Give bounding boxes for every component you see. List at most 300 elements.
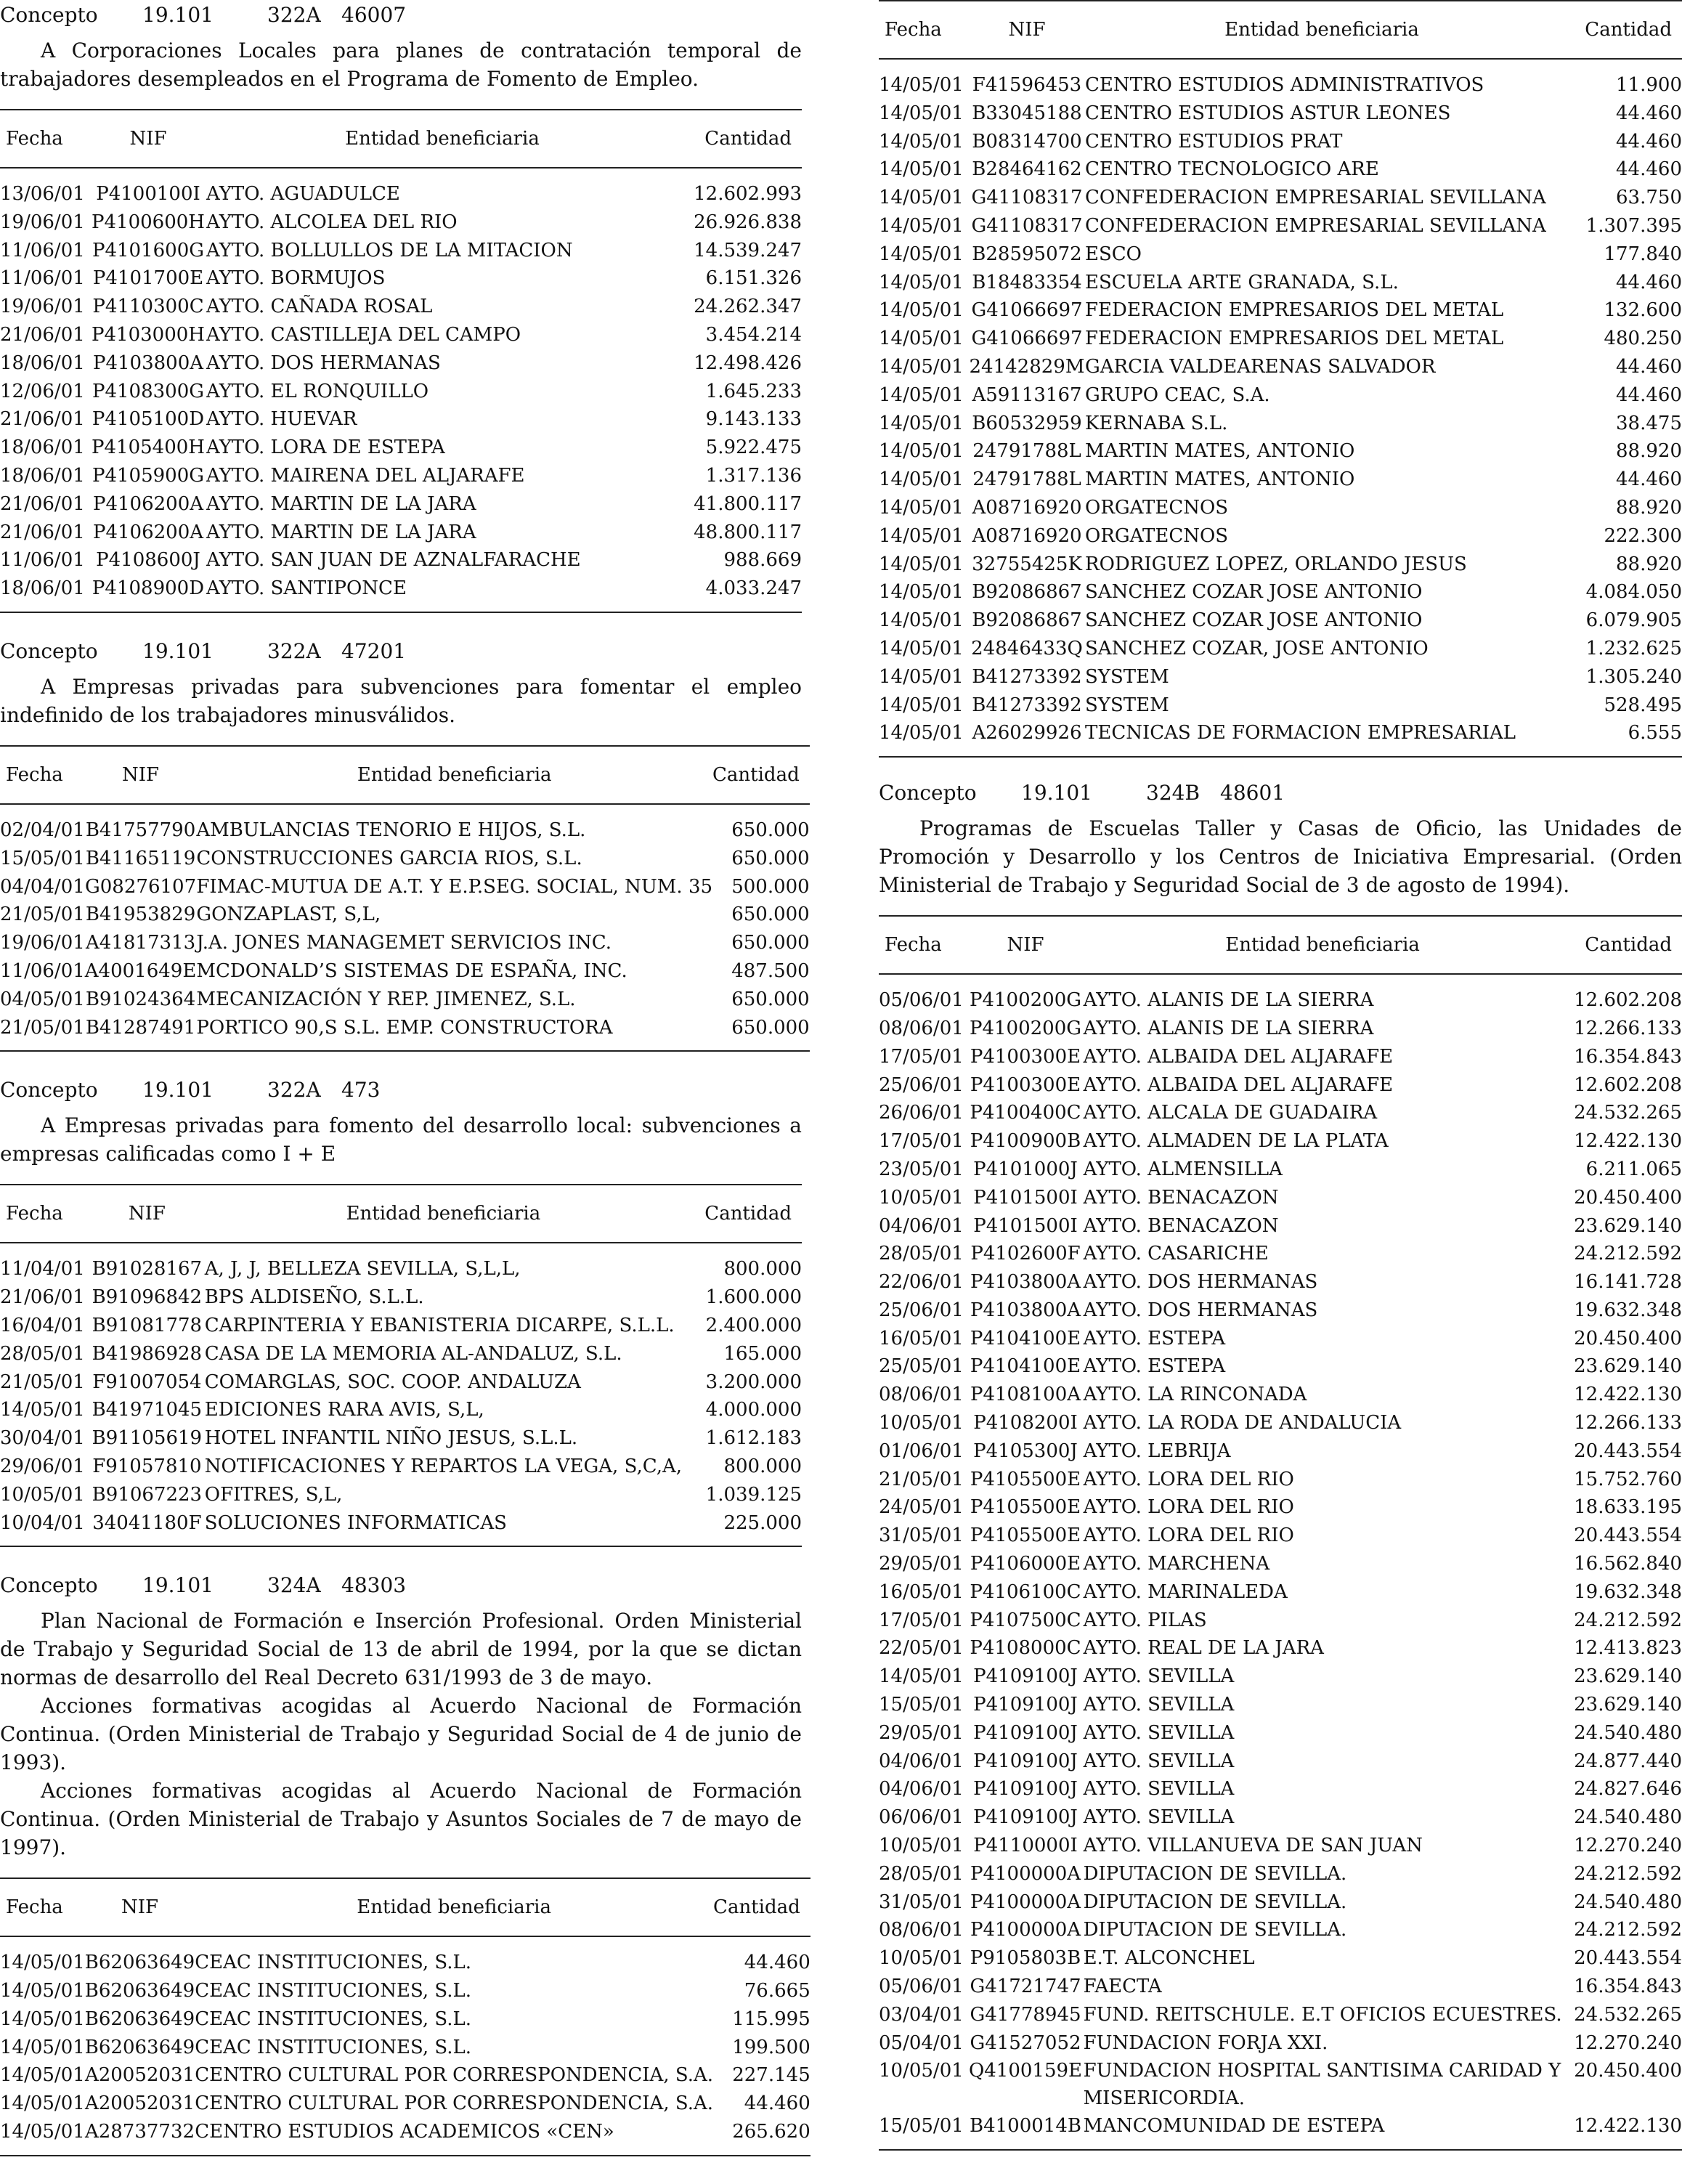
cell-nif: P4103800A	[970, 1299, 1081, 1321]
col-header-entidad: Entidad beneficiaria	[1084, 916, 1562, 974]
cell-cantidad: 1.612.183	[705, 1427, 802, 1450]
cell-nif: P4100200G	[969, 1017, 1082, 1039]
cell-cantidad: 132.600	[1604, 299, 1682, 322]
cell-entidad: AYTO. HUEVAR	[206, 408, 357, 431]
cell-nif: B41273392	[972, 665, 1082, 688]
cell-nif: P4105500E	[970, 1496, 1081, 1519]
cell-nif: B91067223	[92, 1483, 203, 1506]
cell-entidad: AMBULANCIAS TENORIO E HIJOS, S.L.	[196, 819, 586, 841]
cell-fecha: 14/05/01	[0, 2092, 85, 2115]
cell-fecha: 06/06/01	[879, 1806, 964, 1829]
cell-fecha: 14/05/01	[0, 1952, 85, 1974]
table-row	[0, 929, 810, 957]
col-header-entidad: Entidad beneficiaria	[1085, 1, 1559, 59]
cell-entidad: SOLUCIONES INFORMATICAS	[204, 1511, 507, 1534]
cell-nif: P4109100J	[973, 1721, 1078, 1744]
cell-cantidad: 115.995	[732, 2008, 810, 2030]
cell-fecha: 08/06/01	[879, 1919, 964, 1941]
cell-fecha: 24/05/01	[879, 1496, 964, 1519]
beneficiary-table	[0, 1877, 810, 2156]
concepto-code: 19.101	[142, 638, 214, 663]
cell-entidad: CEAC INSTITUCIONES, S.L.	[195, 1980, 472, 2002]
cell-nif: B91105619	[92, 1427, 203, 1450]
cell-fecha: 14/05/01	[879, 665, 964, 688]
table-row	[0, 804, 810, 845]
cell-fecha: 28/05/01	[0, 1342, 85, 1365]
cell-cantidad: 1.039.125	[705, 1483, 802, 1506]
table-row	[0, 901, 810, 929]
cell-entidad: COMARGLAS, SOC. COOP. ANDALUZA	[204, 1371, 581, 1393]
table-header-row	[0, 1878, 810, 1936]
cell-entidad: CASA DE LA MEMORIA AL-ANDALUZ, S.L.	[204, 1342, 622, 1365]
cell-entidad: SANCHEZ COZAR JOSE ANTONIO	[1085, 581, 1423, 604]
cell-nif: A08716920	[972, 496, 1082, 519]
cell-fecha: 28/05/01	[879, 1243, 964, 1265]
table-row	[0, 1014, 810, 1052]
cell-cantidad: 9.143.133	[705, 408, 802, 431]
cell-cantidad: 16.354.843	[1574, 1976, 1682, 1998]
cell-cantidad: 14.539.247	[694, 239, 802, 261]
cell-fecha: 21/06/01	[0, 408, 85, 431]
table-row	[879, 59, 1682, 100]
table-header-row	[879, 916, 1682, 974]
table-row	[879, 1352, 1682, 1381]
concepto-prog: 324B	[1146, 781, 1200, 805]
table-row	[0, 264, 802, 293]
description-paragraph: A Corporaciones Locales para planes de contratación temporal de trabajadores desempleados en el Programa de Fomento de Empleo.	[0, 38, 802, 91]
cell-nif: P4107500C	[970, 1609, 1081, 1631]
cell-nif: P4108000C	[970, 1637, 1081, 1660]
description-paragraph: Acciones formativas acogidas al Acuerdo Nacional de Formación Continua. (Orden Ministerial de Trabajo y Seguridad Social de 4 de junio de 1993).	[0, 1694, 802, 1775]
table-row	[879, 1944, 1682, 1973]
cell-nif: P4101500I	[973, 1214, 1078, 1237]
cell-nif: B33045188	[972, 102, 1082, 124]
table-row	[879, 128, 1682, 156]
table-row	[0, 1243, 802, 1283]
cell-entidad: GARCIA VALDEARENAS SALVADOR	[1085, 355, 1436, 378]
cell-nif: 32755425K	[972, 553, 1082, 575]
cell-entidad: AYTO. DOS HERMANAS	[206, 352, 441, 374]
cell-entidad: ORGATECNOS	[1085, 524, 1229, 547]
cell-entidad: AYTO. DOS HERMANAS	[1083, 1271, 1318, 1294]
cell-fecha: 14/05/01	[879, 187, 964, 209]
cell-nif: 24791788L	[972, 440, 1081, 463]
cell-nif: G41527052	[970, 2031, 1081, 2054]
cell-fecha: 21/06/01	[0, 521, 85, 543]
cell-fecha: 17/05/01	[879, 1130, 964, 1153]
cell-cantidad: 20.450.400	[1574, 1186, 1682, 1209]
left-column	[0, 0, 810, 2156]
cell-entidad: AYTO. MAIRENA DEL ALJARAFE	[206, 464, 525, 487]
table-row	[879, 1719, 1682, 1747]
cell-nif: P4108300G	[92, 380, 205, 402]
cell-entidad: CEAC INSTITUCIONES, S.L.	[195, 1952, 472, 1974]
cell-cantidad: 4.084.050	[1585, 581, 1682, 604]
table-row	[0, 957, 810, 986]
cell-entidad: FEDERACION EMPRESARIOS DEL METAL	[1085, 299, 1504, 322]
cell-entidad: EDICIONES RARA AVIS, S,L,	[204, 1399, 484, 1421]
cell-nif: B41757790	[85, 819, 196, 841]
concepto-concepto: Concepto	[0, 638, 98, 663]
cell-cantidad: 24.262.347	[694, 296, 802, 318]
cell-entidad: AYTO. LORA DE ESTEPA	[206, 437, 445, 459]
col-header-entidad: Entidad beneficiaria	[206, 110, 678, 168]
cell-cantidad: 650.000	[731, 904, 810, 926]
concepto-code: 19.101	[1021, 781, 1092, 805]
cell-entidad: MECANIZACIÓN Y REP. JIMENEZ, S.L.	[196, 988, 576, 1010]
cell-cantidad: 24.540.480	[1574, 1806, 1682, 1829]
cell-fecha: 21/05/01	[0, 1371, 85, 1393]
table-row	[879, 381, 1682, 410]
cell-nif: P4104100E	[970, 1327, 1081, 1349]
cell-nif: P9105803B	[970, 1947, 1081, 1970]
section-description	[0, 36, 802, 93]
concepto-sub: 47201	[341, 638, 407, 663]
table-row	[879, 1099, 1682, 1127]
cell-nif: B62063649	[84, 2036, 195, 2058]
cell-nif: A4001649E	[84, 959, 197, 982]
cell-entidad: AYTO. BORMUJOS	[206, 267, 386, 290]
cell-nif: P4100000A	[970, 1862, 1081, 1885]
beneficiary-table	[0, 745, 810, 1052]
cell-cantidad: 12.602.208	[1574, 1073, 1682, 1096]
cell-fecha: 04/04/01	[0, 875, 85, 898]
col-header-cantidad: Cantidad	[712, 746, 810, 804]
cell-fecha: 14/05/01	[879, 496, 964, 519]
table-row	[879, 325, 1682, 353]
cell-fecha: 14/05/01	[879, 637, 964, 659]
table-row	[879, 1212, 1682, 1241]
cell-fecha: 03/04/01	[879, 2003, 964, 2026]
cell-fecha: 14/05/01	[879, 412, 964, 434]
cell-nif: P4100000A	[970, 1891, 1081, 1913]
table-row	[0, 434, 802, 462]
concepto-heading	[0, 1076, 802, 1104]
table-header-row	[0, 1185, 802, 1243]
cell-fecha: 14/05/01	[0, 2036, 85, 2058]
table-row	[879, 1522, 1682, 1550]
cell-fecha: 01/06/01	[879, 1440, 964, 1462]
cell-cantidad: 11.900	[1616, 74, 1682, 96]
table-row	[879, 1240, 1682, 1268]
cell-nif: B28595072	[972, 243, 1082, 265]
cell-nif: P4109100J	[973, 1694, 1078, 1716]
cell-fecha: 08/06/01	[879, 1384, 964, 1406]
cell-fecha: 05/04/01	[879, 2031, 964, 2054]
cell-nif: P4110300C	[92, 296, 204, 318]
cell-entidad: ORGATECNOS	[1085, 496, 1229, 519]
cell-entidad: AYTO. ESTEPA	[1083, 1355, 1226, 1378]
table-row	[879, 1184, 1682, 1212]
cell-nif: A20052031	[84, 2092, 195, 2115]
cell-fecha: 12/06/01	[0, 380, 85, 402]
cell-entidad: RODRIGUEZ LOPEZ, ORLANDO JESUS	[1085, 553, 1467, 575]
cell-cantidad: 20.443.554	[1574, 1947, 1682, 1970]
cell-fecha: 14/05/01	[879, 524, 964, 547]
cell-fecha: 14/05/01	[879, 271, 964, 293]
cell-cantidad: 44.460	[744, 1952, 810, 1974]
cell-nif: P4108200I	[973, 1412, 1078, 1434]
cell-cantidad: 24.212.592	[1574, 1243, 1682, 1265]
cell-nif: P4103800A	[970, 1271, 1081, 1294]
table-row	[879, 606, 1682, 635]
cell-cantidad: 18.633.195	[1574, 1496, 1682, 1519]
cell-entidad: CONSTRUCCIONES GARCIA RIOS, S.L.	[196, 847, 582, 869]
cell-cantidad: 20.450.400	[1574, 2060, 1682, 2082]
cell-fecha: 04/06/01	[879, 1778, 964, 1801]
cell-fecha: 14/05/01	[879, 102, 964, 124]
concepto-concepto: Concepto	[879, 781, 977, 805]
cell-cantidad: 528.495	[1604, 694, 1682, 716]
col-header-cantidad: Cantidad	[1559, 1, 1682, 59]
cell-nif: B18483354	[972, 271, 1082, 293]
cell-nif: G41066697	[971, 328, 1083, 350]
concepto-sub: 48601	[1220, 781, 1285, 805]
cell-cantidad: 76.665	[744, 1980, 810, 2002]
cell-entidad: MANCOMUNIDAD DE ESTEPA	[1083, 2115, 1385, 2138]
table-row	[879, 1803, 1682, 1832]
cell-fecha: 10/05/01	[879, 1835, 964, 1857]
table-row	[879, 184, 1682, 212]
table-row	[879, 1127, 1682, 1156]
table-row	[0, 405, 802, 434]
cell-entidad: ESCUELA ARTE GRANADA, S.L.	[1085, 271, 1399, 293]
cell-cantidad: 24.540.480	[1574, 1891, 1682, 1913]
col-header-entidad: Entidad beneficiaria	[205, 1185, 682, 1243]
cell-entidad: AYTO. ALANIS DE LA SIERRA	[1083, 1017, 1374, 1039]
cell-fecha: 14/05/01	[879, 581, 964, 604]
cell-fecha: 10/05/01	[879, 1186, 964, 1209]
cell-fecha: 14/05/01	[879, 243, 964, 265]
cell-fecha: 21/06/01	[0, 1286, 85, 1309]
cell-cantidad: 48.800.117	[694, 521, 802, 543]
cell-entidad: AYTO. CASARICHE	[1083, 1243, 1269, 1265]
cell-entidad: AYTO. AGUADULCE	[206, 183, 400, 205]
cell-fecha: 31/05/01	[879, 1525, 964, 1547]
cell-entidad: KERNABA S.L.	[1085, 412, 1228, 434]
cell-entidad: AYTO. SAN JUAN DE AZNALFARACHE	[206, 549, 581, 572]
cell-fecha: 16/05/01	[879, 1580, 964, 1603]
concepto-concepto: Concepto	[0, 1573, 98, 1598]
section-description	[0, 673, 802, 729]
table-row	[0, 168, 802, 208]
cell-cantidad: 23.629.140	[1574, 1694, 1682, 1716]
concepto-prog: 322A	[267, 1078, 321, 1103]
cell-cantidad: 16.141.728	[1574, 1271, 1682, 1294]
cell-fecha: 11/06/01	[0, 549, 85, 572]
cell-cantidad: 1.317.136	[705, 464, 802, 487]
cell-fecha: 30/04/01	[0, 1427, 85, 1450]
col-header-cantidad: Cantidad	[682, 1185, 802, 1243]
table-row	[879, 1296, 1682, 1325]
cell-entidad: AYTO. SEVILLA	[1083, 1721, 1235, 1744]
cell-entidad: BPS ALDISEÑO, S.L.L.	[204, 1286, 424, 1309]
cell-entidad: CENTRO TECNOLOGICO ARE	[1085, 158, 1379, 181]
cell-cantidad: 1.645.233	[705, 380, 802, 402]
table-row	[879, 2029, 1682, 2058]
cell-nif: B62063649	[84, 1952, 195, 1974]
cell-nif: 24142829M	[969, 355, 1085, 378]
concepto-code: 19.101	[142, 1573, 214, 1598]
cell-nif: P4100100I	[96, 183, 200, 205]
cell-nif: A26029926	[972, 722, 1082, 744]
cell-nif: B41273392	[972, 694, 1082, 716]
cell-cantidad: 12.602.208	[1574, 989, 1682, 1012]
cell-cantidad: 24.532.265	[1574, 2003, 1682, 2026]
cell-nif: P4100300E	[970, 1045, 1081, 1068]
cell-fecha: 25/05/01	[879, 1355, 964, 1378]
cell-fecha: 14/05/01	[879, 355, 964, 378]
cell-entidad: AYTO. VILLANUEVA DE SAN JUAN	[1083, 1835, 1423, 1857]
cell-fecha: 18/06/01	[0, 464, 85, 487]
table-row	[0, 1977, 810, 2005]
beneficiary-table	[879, 0, 1682, 758]
table-row	[0, 1368, 802, 1397]
table-row	[0, 462, 802, 490]
cell-entidad: FAECTA	[1083, 1976, 1162, 1998]
table-row	[0, 2090, 810, 2118]
cell-cantidad: 44.460	[1616, 102, 1682, 124]
cell-cantidad: 12.422.130	[1574, 1384, 1682, 1406]
table-row	[879, 551, 1682, 579]
cell-cantidad: 20.450.400	[1574, 1327, 1682, 1349]
cell-nif: P4100200G	[969, 989, 1082, 1012]
cell-entidad: AYTO. SEVILLA	[1083, 1694, 1235, 1716]
cell-cantidad: 38.475	[1616, 412, 1682, 434]
cell-entidad: AYTO. MARCHENA	[1083, 1553, 1270, 1575]
cell-entidad: FUND. REITSCHULE. E.T OFICIOS ECUESTRES.	[1083, 2003, 1562, 2026]
col-header-nif: NIF	[967, 916, 1083, 974]
cell-cantidad: 650.000	[731, 932, 810, 954]
col-header-cantidad: Cantidad	[678, 110, 802, 168]
section-description	[0, 1607, 802, 1862]
table-row	[0, 575, 802, 612]
cell-nif: F91007054	[92, 1371, 202, 1393]
concepto-sub: 46007	[341, 3, 407, 27]
cell-entidad: AYTO. LA RINCONADA	[1083, 1384, 1307, 1406]
beneficiary-table	[879, 915, 1682, 2151]
col-header-fecha: Fecha	[0, 110, 90, 168]
cell-entidad: SANCHEZ COZAR, JOSE ANTONIO	[1085, 637, 1429, 659]
cell-cantidad: 800.000	[723, 1258, 802, 1280]
cell-entidad: GRUPO CEAC, S.A.	[1085, 383, 1270, 406]
table-header-row	[0, 110, 802, 168]
cell-entidad: ESCO	[1085, 243, 1142, 265]
table-row	[879, 1071, 1682, 1100]
cell-nif: P4105900G	[92, 464, 205, 487]
cell-entidad: SYSTEM	[1085, 694, 1169, 716]
cell-nif: B41986928	[92, 1342, 203, 1365]
cell-nif: P4101600G	[92, 239, 205, 261]
cell-cantidad: 222.300	[1604, 524, 1682, 547]
table-row	[879, 155, 1682, 184]
col-header-fecha: Fecha	[0, 1185, 89, 1243]
cell-nif: P4104100E	[970, 1355, 1081, 1378]
table-header-row	[0, 746, 810, 804]
cell-fecha: 04/06/01	[879, 1750, 964, 1772]
cell-nif: P4106200A	[92, 492, 204, 515]
cell-cantidad: 1.600.000	[705, 1286, 802, 1309]
col-header-entidad: Entidad beneficiaria	[195, 1878, 713, 1936]
cell-nif: A20052031	[84, 2064, 195, 2087]
cell-fecha: 21/06/01	[0, 323, 85, 346]
table-row	[0, 873, 810, 901]
cell-fecha: 05/06/01	[879, 989, 964, 1012]
col-header-fecha: Fecha	[0, 1878, 85, 1936]
cell-nif: P4101700E	[92, 267, 204, 290]
cell-cantidad: 63.750	[1616, 187, 1682, 209]
cell-nif: B91024364	[85, 988, 196, 1010]
cell-entidad: AYTO. MARINALEDA	[1083, 1580, 1288, 1603]
section-46007	[0, 1, 802, 613]
cell-nif: P4101500I	[973, 1186, 1078, 1209]
table-row	[879, 100, 1682, 128]
cell-nif: G41778945	[970, 2003, 1081, 2026]
cell-cantidad: 15.752.760	[1574, 1468, 1682, 1490]
table-row	[879, 212, 1682, 240]
cell-cantidad: 19.632.348	[1574, 1299, 1682, 1321]
cell-entidad: AYTO. LA RODA DE ANDALUCIA	[1083, 1412, 1402, 1434]
cell-entidad: CENTRO ESTUDIOS ACADEMICOS «CEN»	[195, 2121, 614, 2143]
cell-fecha: 11/06/01	[0, 959, 85, 982]
concepto-concepto: Concepto	[0, 1078, 98, 1103]
cell-fecha: 10/04/01	[0, 1511, 85, 1534]
cell-entidad: CONFEDERACION EMPRESARIAL SEVILLANA	[1085, 187, 1546, 209]
table-row	[0, 321, 802, 349]
col-header-nif: NIF	[969, 1, 1085, 59]
concepto-code: 19.101	[142, 1078, 214, 1103]
cell-cantidad: 177.840	[1604, 243, 1682, 265]
section-description	[879, 814, 1682, 899]
cell-entidad: AYTO. LORA DEL RIO	[1083, 1496, 1294, 1519]
cell-cantidad: 487.500	[731, 959, 810, 982]
table-row	[0, 1481, 802, 1509]
cell-cantidad: 24.532.265	[1574, 1102, 1682, 1124]
col-header-cantidad: Cantidad	[713, 1878, 810, 1936]
cell-nif: P4105500E	[970, 1468, 1081, 1490]
cell-fecha: 25/06/01	[879, 1299, 964, 1321]
cell-fecha: 29/05/01	[879, 1721, 964, 1744]
cell-fecha: 10/05/01	[0, 1483, 85, 1506]
cell-fecha: 19/06/01	[0, 932, 85, 954]
concepto-sub: 48303	[341, 1573, 407, 1598]
table-row	[879, 1466, 1682, 1494]
cell-entidad: AYTO. CAÑADA ROSAL	[206, 296, 433, 318]
cell-nif: G41721747	[970, 1976, 1081, 1998]
table-row	[879, 1973, 1682, 2001]
cell-fecha: 29/05/01	[879, 1553, 964, 1575]
cell-nif: G41108317	[971, 187, 1083, 209]
cell-cantidad: 988.669	[723, 549, 802, 572]
cell-cantidad: 44.460	[1616, 158, 1682, 181]
cell-cantidad: 24.212.592	[1574, 1919, 1682, 1941]
cell-entidad: AYTO. SEVILLA	[1083, 1778, 1235, 1801]
cell-cantidad: 12.266.133	[1574, 1017, 1682, 1039]
cell-nif: P4108900D	[92, 577, 205, 600]
cell-cantidad: 44.460	[1616, 271, 1682, 293]
table-row	[879, 663, 1682, 691]
cell-cantidad: 800.000	[723, 1455, 802, 1477]
cell-cantidad: 6.079.905	[1585, 609, 1682, 632]
cell-nif: P4105400H	[92, 437, 205, 459]
cell-cantidad: 24.212.592	[1574, 1862, 1682, 1885]
cell-fecha: 05/06/01	[879, 1976, 964, 1998]
cell-entidad: DIPUTACION DE SEVILLA.	[1083, 1919, 1347, 1941]
cell-cantidad: 44.460	[1616, 468, 1682, 491]
col-header-fecha: Fecha	[0, 746, 85, 804]
cell-cantidad: 88.920	[1616, 440, 1682, 463]
table-row	[879, 1691, 1682, 1719]
